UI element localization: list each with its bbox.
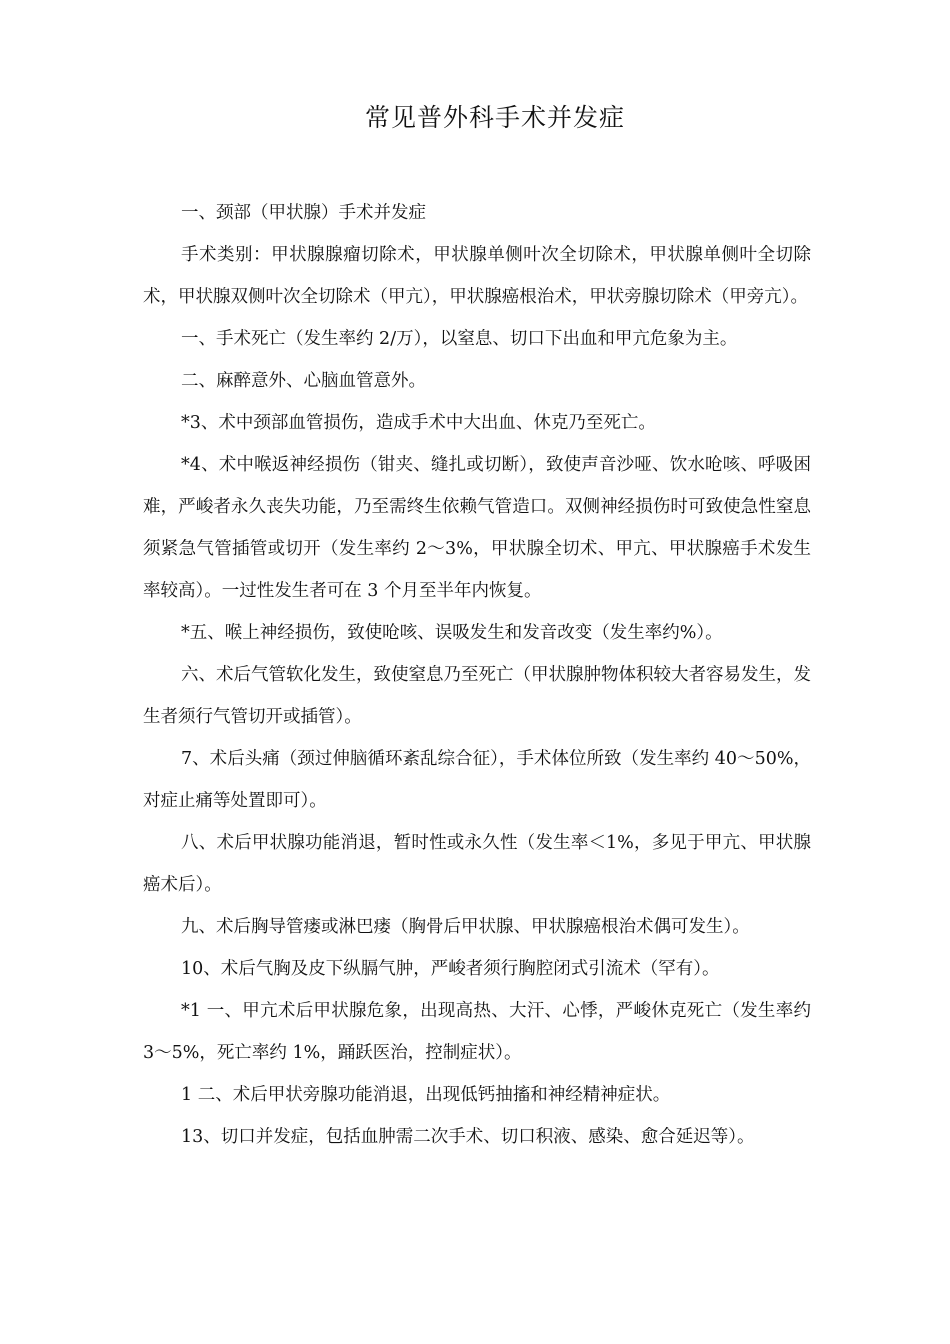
paragraph-item-2: 二、麻醉意外、心脑血管意外。 <box>181 371 426 391</box>
paragraph-item-3: *3、术中颈部血管损伤，造成手术中大出血、休克乃至死亡。 <box>181 413 656 433</box>
document-title: 常见普外科手术并发症 <box>364 103 625 132</box>
paragraph-item-8: 八、术后甲状腺功能消退，暂时性或永久性（发生率＜1%，多见于甲亢、甲状腺癌术后）。 <box>143 833 811 895</box>
paragraph-surgery-types: 手术类别：甲状腺腺瘤切除术，甲状腺单侧叶次全切除术，甲状腺单侧叶全切除术，甲状腺双侧叶次全切除术（甲亢），甲状腺癌根治术，甲状旁腺切除术（甲旁亢）。 <box>143 245 811 307</box>
paragraph-item-6: 六、术后气管软化发生，致使窒息乃至死亡（甲状腺肿物体积较大者容易发生，发生者须行气管切开或插管）。 <box>143 665 811 727</box>
paragraph-item-13: 13、切口并发症，包括血肿需二次手术、切口积液、感染、愈合延迟等）。 <box>181 1127 755 1147</box>
paragraph-item-4: *4、术中喉返神经损伤（钳夹、缝扎或切断），致使声音沙哑、饮水呛咳、呼吸困难，严峻者永久丧失功能，乃至需终生依赖气管造口。双侧神经损伤时可致使急性窒息须紧急气管插管或切开（发生率约 2～3%，甲状腺全切术、甲亢、甲状腺癌手术发生率较高）。一过性发生者可在 3 个月至半年内恢复。 <box>143 455 811 601</box>
paragraph-item-1: 一、手术死亡（发生率约 2/万），以窒息、切口下出血和甲亢危象为主。 <box>181 329 738 349</box>
document-body <box>143 192 811 1158</box>
paragraph-item-7: 7、术后头痛（颈过伸脑循环紊乱综合征），手术体位所致（发生率约 40～50%，对症止痛等处置即可）。 <box>143 749 811 811</box>
paragraph-item-10: 10、术后气胸及皮下纵膈气肿，严峻者须行胸腔闭式引流术（罕有）。 <box>181 959 720 979</box>
section-heading: 一、颈部（甲状腺）手术并发症 <box>181 203 426 223</box>
paragraph-item-11: *1 一、甲亢术后甲状腺危象，出现高热、大汗、心悸，严峻休克死亡（发生率约 3～5%，死亡率约 1%，踊跃医治，控制症状）。 <box>143 1001 811 1063</box>
paragraph-item-9: 九、术后胸导管瘘或淋巴瘘（胸骨后甲状腺、甲状腺癌根治术偶可发生）。 <box>181 917 750 937</box>
paragraph-item-12: 1 二、术后甲状旁腺功能消退，出现低钙抽搐和神经精神症状。 <box>181 1085 671 1105</box>
paragraph-item-5: *五、喉上神经损伤，致使呛咳、误吸发生和发音改变（发生率约%）。 <box>181 623 723 643</box>
